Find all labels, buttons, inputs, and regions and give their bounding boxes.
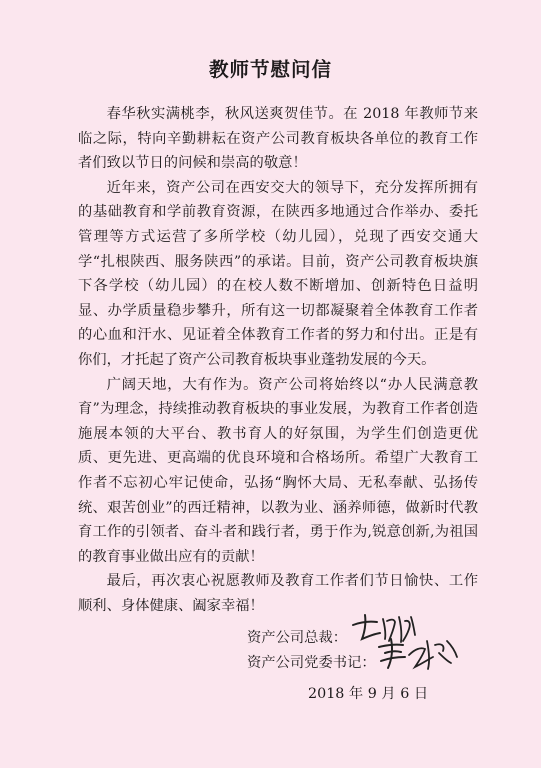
president-label: 资产公司总裁： [247,630,348,646]
paragraph-achievements: 近年来，资产公司在西安交大的领导下，充分发挥所拥有的基础教育和学前教育资源，在陕西多地通过合作举办、委托管理等方式运营了多所学校（幼儿园），兑现了西安交通大学“扎根陕西、服务陕西”的承诺。目前，资产公司教育板块旗下各学校（幼儿园）的在校人数不断增加、创新特色日益明显、办学质量稳步攀升，所有这一切都凝聚着全体教育工作者的心血和汗水、见证着全体教育工作者的努力和付出。正是有你们，才托起了资产公司教育板块事业蓬勃发展的今天。 [78,179,478,368]
paragraph-vision: 广阔天地，大有作为。资产公司将始终以“办人民满意教育”为理念，持续推动教育板块的事业发展，为教育工作者创造施展本领的大平台、教书育人的好氛围，为学生们创造更优质、更先进、更高端的优良环境和合格场所。希望广大教育工作者不忘初心牢记使命，弘扬“胸怀大局、无私奉献、弘扬传统、艰苦创业”的西迁精神，以教为业、涵养师德，做新时代教育工作的引领者、奋斗者和践行者，勇于作为,锐意创新,为祖国的教育事业做出应有的贡献！ [78,376,478,565]
letter-date: 2018 年 9 月 6 日 [308,686,429,702]
party-secretary-label: 资产公司党委书记： [247,655,376,671]
letter-title: 教师节慰问信 [208,58,332,81]
party-secretary-handwritten-signature [375,635,461,673]
paragraph-greeting: 春华秋实满桃李，秋风送爽贺佳节。在 2018 年教师节来临之际，特向辛勤耕耘在资产公司教育板块各单位的教育工作者们致以节日的问候和崇高的敬意！ [78,106,478,172]
letter-body [78,102,478,618]
paragraph-closing: 最后，再次衷心祝愿教师及教育工作者们节日愉快、工作顺利、身体健康、阖家幸福！ [78,573,478,614]
